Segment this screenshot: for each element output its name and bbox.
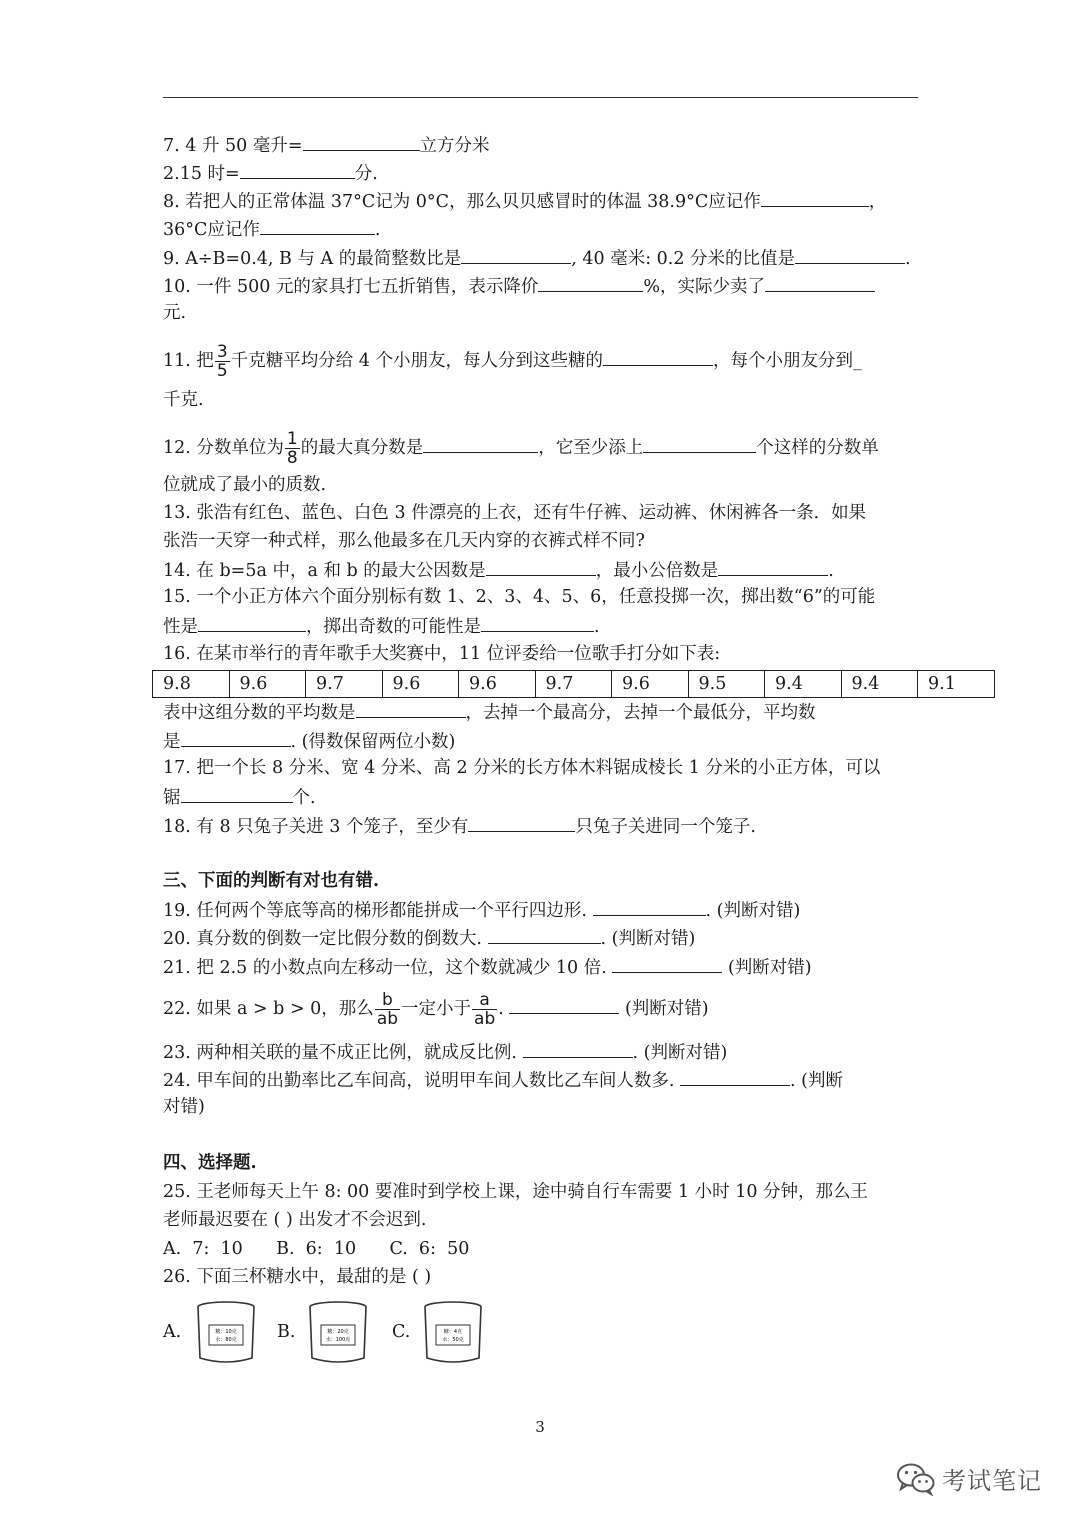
q9-punct: . — [905, 249, 911, 269]
q16-text: 16. 在某市举行的青年歌手大奖赛中，11 位评委给一位歌手打分如下表: — [163, 644, 721, 664]
q7-unit-2: 分. — [354, 164, 378, 184]
q14-text: 14. 在 b=5a 中，a 和 b 的最大公因数是 — [163, 561, 486, 581]
cup-b-icon — [307, 1300, 369, 1366]
question-16 — [163, 642, 720, 666]
q10-text-3: 元. — [163, 303, 187, 323]
q22-text-2: 一定小于 — [401, 999, 472, 1019]
answer-blank[interactable] — [612, 954, 722, 973]
q7-unit: 立方分米 — [419, 136, 490, 156]
cup-c-water: 水：50克 — [442, 1337, 464, 1343]
question-14 — [163, 557, 834, 583]
question-13 — [163, 501, 866, 525]
watermark-text: 考试笔记 — [942, 1467, 1042, 1495]
answer-blank[interactable] — [356, 699, 466, 718]
answer-blank[interactable] — [718, 557, 828, 576]
q22-text: 22. 如果 a > b > 0，那么 — [163, 999, 374, 1019]
question-15 — [163, 585, 875, 609]
score-cell: 9.7 — [535, 671, 612, 698]
question-16-line2 — [163, 699, 816, 725]
q10-text: 10. 一件 500 元的家具打七五折销售，表示降价 — [163, 277, 539, 297]
question-16-line3 — [163, 728, 455, 754]
q11-text-3: ，每个小朋友分到_ — [713, 351, 862, 371]
q9-text-2: , 40 毫米: 0.2 分米的比值是 — [571, 249, 796, 269]
q24-text-2: . (判断 — [790, 1071, 843, 1091]
section-3-heading: 三、下面的判断有对也有错. — [163, 871, 380, 891]
q24-text-3: 对错) — [163, 1097, 205, 1117]
answer-blank[interactable] — [486, 557, 596, 576]
score-cell: 9.6 — [612, 671, 689, 698]
q8-punct-2: . — [374, 220, 381, 240]
question-13-line2 — [163, 529, 645, 553]
option-b-label: B. — [277, 1322, 296, 1342]
score-cell: 9.6 — [229, 671, 306, 698]
score-cell: 9.6 — [382, 671, 459, 698]
answer-blank[interactable] — [423, 434, 538, 453]
answer-blank[interactable] — [509, 995, 619, 1014]
answer-blank[interactable] — [795, 245, 905, 264]
score-cell: 9.1 — [918, 671, 995, 698]
q8-text: 8. 若把人的正常体温 37°C记为 0°C，那么贝贝感冒时的体温 38.9°C应记作 — [163, 192, 761, 212]
q20-text-2: . (判断对错) — [600, 929, 696, 949]
answer-blank[interactable] — [765, 273, 875, 292]
question-21 — [163, 954, 812, 980]
question-10 — [163, 273, 875, 299]
question-24 — [163, 1067, 843, 1093]
q22-text-3: (判断对错) — [624, 999, 709, 1019]
fraction — [285, 430, 300, 467]
q15-text-3: ，掷出奇数的可能性是 — [306, 617, 481, 637]
question-23 — [163, 1039, 727, 1065]
cup-c-icon — [422, 1300, 484, 1366]
q14-text-2: ，最小公倍数是 — [595, 561, 719, 581]
q15-text: 15. 一个小正方体六个面分别标有数 1、2、3、4、5、6，任意投掷一次，掷出数“6”的可能 — [163, 587, 876, 607]
cup-b-water: 水：100克 — [325, 1337, 351, 1343]
question-8 — [163, 188, 886, 214]
q11-text: 11. 把 — [163, 351, 214, 371]
cup-a-water: 水：80克 — [215, 1337, 237, 1343]
q11-text-4: 千克. — [163, 390, 204, 410]
question-12-line2 — [163, 473, 326, 497]
question-24-line2 — [163, 1095, 205, 1119]
question-18 — [163, 813, 756, 839]
fraction — [215, 343, 230, 380]
q18-text-2: 只兔子关进同一个笼子. — [575, 817, 756, 837]
question-11 — [163, 343, 862, 380]
answer-blank[interactable] — [181, 728, 291, 747]
q25-text: 25. 王老师每天上午 8: 00 要准时到学校上课，途中骑自行车需要 1 小时 10 分钟，那么王 — [163, 1182, 869, 1202]
answer-blank[interactable] — [593, 897, 706, 916]
wechat-icon — [896, 1462, 936, 1496]
score-cell: 9.4 — [841, 671, 918, 698]
question-10-line2 — [163, 301, 186, 325]
fraction-denominator: 5 — [216, 361, 228, 381]
score-table — [152, 670, 995, 698]
q7-text-2: 2.15 时= — [163, 164, 240, 184]
answer-blank[interactable] — [181, 784, 293, 803]
q16-text-2: 表中这组分数的平均数是 — [163, 703, 356, 723]
q13-text: 13. 张浩有红色、蓝色、白色 3 件漂亮的上衣，还有牛仔裤、运动裤、休闲裤各一条．如果 — [163, 503, 867, 523]
q9-text: 9. A÷B=0.4, B 与 A 的最简整数比是 — [163, 249, 462, 269]
answer-blank[interactable] — [481, 613, 594, 632]
answer-blank[interactable] — [761, 188, 869, 207]
score-cell: 9.4 — [765, 671, 842, 698]
question-20 — [163, 925, 695, 951]
q25-text-2: 老师最迟要在 ( ) 出发才不会迟到. — [163, 1210, 427, 1230]
option-a-label: A. — [163, 1322, 182, 1342]
answer-blank[interactable] — [461, 245, 571, 264]
answer-blank[interactable] — [643, 434, 756, 453]
question-22 — [163, 991, 709, 1028]
question-19 — [163, 897, 800, 923]
q16-text-5: . (得数保留两位小数) — [290, 732, 456, 752]
q24-text: 24. 甲车间的出勤率比乙车间高，说明甲车间人数比乙车间人数多. — [163, 1071, 675, 1091]
q15-text-2: 性是 — [163, 617, 198, 637]
q12-text-2: 的最大真分数是 — [300, 438, 424, 458]
question-17-line2 — [163, 784, 316, 810]
q15-punct: . — [594, 617, 600, 637]
fraction-numerator: 1 — [286, 429, 298, 449]
answer-blank[interactable] — [240, 160, 355, 179]
q16-text-3: ，去掉一个最高分，去掉一个最低分，平均数 — [465, 703, 816, 723]
q21-text: 21. 把 2.5 的小数点向左移动一位，这个数就减少 10 倍. — [163, 958, 607, 978]
fraction-numerator: b — [382, 990, 393, 1010]
page-number: 3 — [535, 1418, 545, 1436]
fraction — [375, 991, 400, 1028]
answer-blank[interactable] — [260, 216, 375, 235]
fraction-denominator: ab — [376, 1009, 399, 1029]
answer-blank[interactable] — [523, 1039, 633, 1058]
section-4-heading: 四、选择题. — [163, 1153, 257, 1173]
score-cell: 9.5 — [688, 671, 765, 698]
answer-blank[interactable] — [303, 132, 420, 151]
fraction-denominator: 8 — [286, 448, 298, 468]
answer-blank[interactable] — [488, 925, 601, 944]
score-cell: 9.6 — [459, 671, 536, 698]
score-cell: 9.8 — [153, 671, 230, 698]
question-12 — [163, 430, 879, 467]
answer-blank[interactable] — [538, 273, 643, 292]
q17-text: 17. 把一个长 8 分米、宽 4 分米、高 2 分米的长方体木料锯成棱长 1 分米的小正方体，可以 — [163, 758, 881, 778]
q8-text-2: 36°C应记作 — [163, 220, 260, 240]
q17-text-2: 锯 — [163, 788, 181, 808]
q20-text: 20. 真分数的倒数一定比假分数的倒数大. — [163, 929, 482, 949]
q12-text: 12. 分数单位为 — [163, 438, 284, 458]
question-8-line2 — [163, 216, 381, 242]
question-25 — [163, 1180, 868, 1204]
q12-text-5: 位就成了最小的质数. — [163, 475, 327, 495]
answer-blank[interactable] — [198, 613, 306, 632]
q17-text-3: 个. — [292, 788, 316, 808]
q12-text-4: 个这样的分数单 — [756, 438, 879, 458]
question-9 — [163, 245, 911, 271]
watermark — [896, 1461, 1042, 1496]
q26-text: 26. 下面三杯糖水中，最甜的是 ( ) — [163, 1267, 432, 1287]
cup-a-icon — [195, 1300, 257, 1366]
option-c-label: C. — [392, 1322, 411, 1342]
cup-c-sugar: 糖：4克 — [443, 1329, 463, 1335]
answer-blank[interactable] — [680, 1067, 790, 1086]
q23-text-2: . (判断对错) — [632, 1043, 728, 1063]
answer-blank[interactable] — [603, 347, 713, 366]
fraction — [472, 991, 497, 1028]
q12-text-3: ，它至少添上 — [538, 438, 644, 458]
q19-text: 19. 任何两个等底等高的梯形都能拼成一个平行四边形. — [163, 901, 587, 921]
cup-a-sugar: 糖：10克 — [215, 1329, 237, 1335]
q13-text-2: 张浩一天穿一种式样，那么他最多在几天内穿的衣裤式样不同? — [163, 531, 645, 551]
q21-text-2: (判断对错) — [727, 958, 812, 978]
q22-punct: . — [498, 999, 504, 1019]
question-17 — [163, 756, 880, 780]
cup-b-sugar: 糖：20克 — [327, 1329, 349, 1335]
q16-text-4: 是 — [163, 732, 181, 752]
q23-text: 23. 两种相关联的量不成正比例，就成反比例. — [163, 1043, 517, 1063]
fraction-numerator: 3 — [216, 342, 228, 362]
q7-text: 7. 4 升 50 毫升= — [163, 136, 303, 156]
question-7-line2 — [163, 160, 378, 186]
q8-punct: ， — [868, 192, 887, 212]
header-rule — [163, 97, 918, 98]
answer-blank[interactable] — [468, 813, 575, 832]
question-7 — [163, 132, 490, 158]
question-25-line2 — [163, 1208, 426, 1232]
q10-text-2: %，实际少卖了 — [643, 277, 766, 297]
table-row — [153, 671, 995, 698]
question-26 — [163, 1265, 431, 1289]
question-15-line2 — [163, 613, 600, 639]
q14-punct: . — [828, 561, 834, 581]
question-11-line2 — [163, 388, 204, 412]
fraction-numerator: a — [479, 990, 490, 1010]
question-25-options: A. 7: 10 B. 6: 10 C. 6: 50 — [163, 1239, 470, 1259]
q11-text-2: 千克糖平均分给 4 个小朋友，每人分到这些糖的 — [230, 351, 603, 371]
score-cell: 9.7 — [306, 671, 383, 698]
q19-text-2: . (判断对错) — [705, 901, 801, 921]
fraction-denominator: ab — [474, 1009, 496, 1029]
q18-text: 18. 有 8 只兔子关进 3 个笼子，至少有 — [163, 817, 469, 837]
